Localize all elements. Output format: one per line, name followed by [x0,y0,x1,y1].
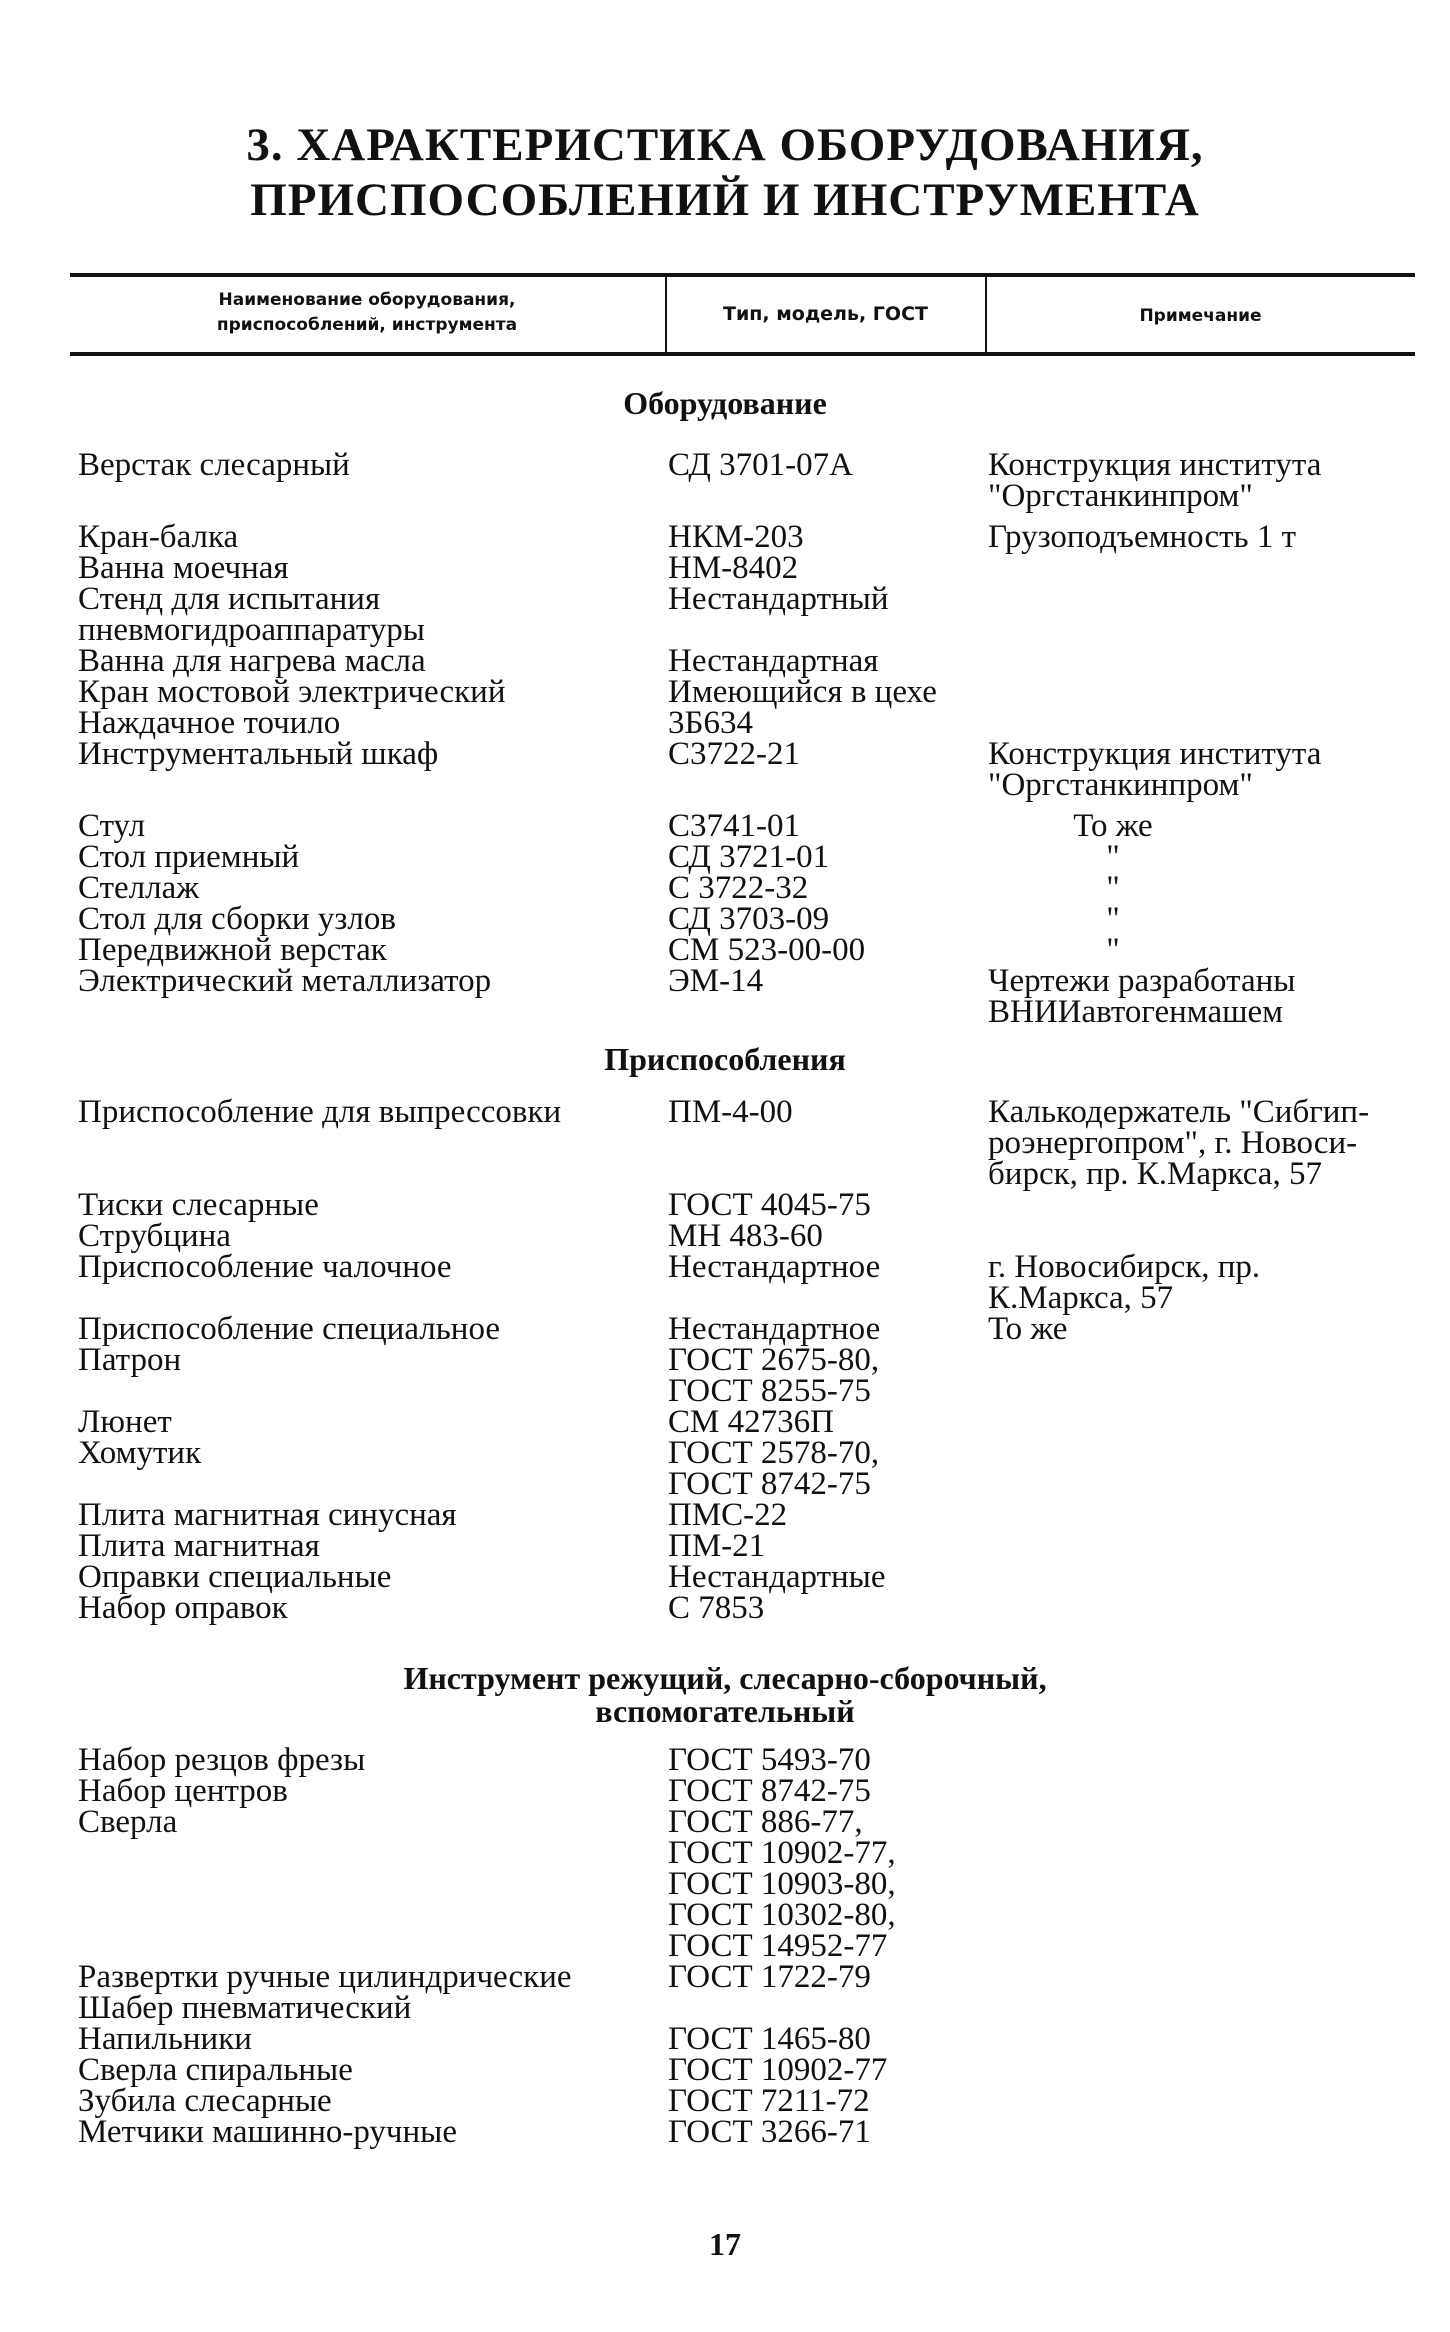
item-type-model: СМ 42736П [668,1404,834,1440]
item-name: Стеллаж [78,870,200,906]
page-number: 17 [709,2226,741,2262]
table-row [0,963,1450,1030]
item-type-model: СД 3701-07А [668,447,853,483]
item-name: Напильники [78,2021,252,2057]
item-note: Конструкция института "Оргстанкинпром" [988,447,1322,514]
item-name: Сверла спиральные [78,2052,353,2088]
item-type-model: С 7853 [668,1590,765,1626]
table-row [0,839,1450,875]
table-row [0,519,1450,555]
item-type-model: ГОСТ 4045-75 [668,1187,871,1223]
item-name: Сверла [78,1804,178,1840]
table-row [0,2021,1450,2057]
table-row [0,1435,1450,1502]
table-row [0,2114,1450,2150]
item-type-model: ГОСТ 8742-75 [668,1773,871,1809]
item-type-model: ГОСТ 5493-70 [668,1742,871,1778]
table-row [0,1773,1450,1809]
table-row [0,1218,1450,1254]
item-note: То же [1073,808,1153,844]
item-name: Набор оправок [78,1590,288,1626]
item-name: Патрон [78,1342,182,1378]
item-type-model: ПМ-21 [668,1528,766,1564]
table-row [0,870,1450,906]
item-type-model: СД 3721-01 [668,839,830,875]
item-name: Тиски слесарные [78,1187,319,1223]
section-rows-fixtures [0,1094,1450,1626]
table-row [0,1094,1450,1192]
item-name: Плита магнитная синусная [78,1497,457,1533]
column-header-note: Примечание [1139,306,1262,326]
item-note: Чертежи разработаны ВНИИавтогенмашем [988,963,1296,1030]
item-type-model: С3741-01 [668,808,800,844]
item-name: Передвижной верстак [78,932,387,968]
item-name: Инструментальный шкаф [78,736,439,772]
table-row [0,581,1450,648]
table-row [0,901,1450,937]
table-header-bottom-rule [70,352,1415,356]
item-type-model: МН 483-60 [668,1218,823,1254]
item-type-model: ГОСТ 1722-79 [668,1959,871,1995]
item-name: Шабер пневматический [78,1990,412,2026]
item-name: Электрический металлизатор [78,963,492,999]
item-name: Развертки ручные цилиндрические [78,1959,572,1995]
table-row [0,447,1450,522]
column-header-type: Тип, модель, ГОСТ [723,303,928,325]
item-type-model: Нестандартные [668,1559,886,1595]
table-row [0,2083,1450,2119]
item-note: " [1106,932,1120,968]
item-name: Ванна для нагрева масла [78,643,426,679]
table-row [0,1187,1450,1223]
item-note: Калькодержатель "Сибгип- роэнергопром", г. Новоси- бирск, пр. К.Маркса, 57 [988,1094,1370,1192]
item-name: Набор центров [78,1773,288,1809]
item-name: Люнет [78,1404,172,1440]
section-title-fixtures: Приспособления [604,1041,846,1077]
item-type-model: Имеющийся в цехе [668,674,937,710]
column-header-name: Наименование оборудования, приспособлений, инструмента [216,290,518,335]
item-type-model: ЭМ-14 [668,963,764,999]
table-header-top-rule [70,273,1415,277]
item-note: Грузоподъемность 1 т [988,519,1297,555]
item-type-model: ГОСТ 2675-80, ГОСТ 8255-75 [668,1342,880,1409]
item-name: Набор резцов фрезы [78,1742,366,1778]
item-type-model: ГОСТ 1465-80 [668,2021,871,2057]
item-type-model: ПМ-4-00 [668,1094,793,1130]
page-title-line-1: 3. ХАРАКТЕРИСТИКА ОБОРУДОВАНИЯ, [246,119,1204,171]
item-note: " [1106,901,1120,937]
table-row [0,674,1450,710]
item-name: Стол для сборки узлов [78,901,396,937]
section-title-equipment: Оборудование [623,385,827,421]
item-name: Метчики машинно-ручные [78,2114,458,2150]
item-type-model: С 3722-32 [668,870,809,906]
item-name: Стул [78,808,146,844]
item-type-model: ГОСТ 2578-70, ГОСТ 8742-75 [668,1435,880,1502]
item-name: Приспособление для выпрессовки [78,1094,562,1130]
item-note: Конструкция института "Оргстанкинпром" [988,736,1322,803]
item-name: Стенд для испытания пневмогидроаппаратуры [78,581,425,648]
item-name: Плита магнитная [78,1528,320,1564]
item-type-model: ГОСТ 886-77, ГОСТ 10902-77, ГОСТ 10903-80, ГОСТ 10302-80, ГОСТ 14952-77 [668,1804,896,1964]
item-note: То же [988,1311,1068,1347]
table-row [0,550,1450,586]
item-name: Приспособление чалочное [78,1249,452,1285]
item-name: Приспособление специальное [78,1311,501,1347]
table-row [0,808,1450,844]
item-type-model: ГОСТ 3266-71 [668,2114,871,2150]
item-type-model: Нестандартное [668,1311,881,1347]
item-name: Кран мостовой электрический [78,674,506,710]
item-note: г. Новосибирск, пр. К.Маркса, 57 [988,1249,1261,1316]
table-row [0,1559,1450,1595]
item-name: Зубила слесарные [78,2083,332,2119]
item-note: " [1106,839,1120,875]
table-row [0,1342,1450,1409]
item-type-model: ГОСТ 10902-77 [668,2052,888,2088]
item-type-model: ПМС-22 [668,1497,788,1533]
table-row [0,1804,1450,1964]
item-type-model: НКМ-203 [668,519,804,555]
item-type-model: 3Б634 [668,705,753,741]
item-name: Струбцина [78,1218,231,1254]
table-row [0,1311,1450,1347]
table-row [0,932,1450,968]
section-title-tools: Инструмент режущий, слесарно-сборочный, вспомогательный [403,1660,1047,1729]
table-row [0,1528,1450,1564]
item-type-model: С3722-21 [668,736,800,772]
item-type-model: Нестандартный [668,581,889,617]
table-row [0,1590,1450,1626]
item-name: Наждачное точило [78,705,341,741]
item-name: Ванна моечная [78,550,289,586]
item-type-model: ГОСТ 7211-72 [668,2083,870,2119]
item-type-model: СД 3703-09 [668,901,830,937]
table-row [0,1497,1450,1533]
item-note: " [1106,870,1120,906]
page-title-line-2: ПРИСПОСОБЛЕНИЙ И ИНСТРУМЕНТА [250,174,1200,226]
item-type-model: Нестандартная [668,643,879,679]
item-type-model: СМ 523-00-00 [668,932,866,968]
item-name: Стол приемный [78,839,300,875]
item-name: Кран-балка [78,519,239,555]
table-row [0,1959,1450,1995]
item-type-model: НМ-8402 [668,550,799,586]
section-rows-tools [0,1742,1450,2150]
item-name: Оправки специальные [78,1559,392,1595]
item-name: Хомутик [78,1435,202,1471]
table-row [0,1404,1450,1440]
table-header-divider-2 [985,275,987,354]
table-row [0,2052,1450,2088]
table-row [0,1742,1450,1778]
table-row [0,643,1450,679]
table-row [0,1990,1450,2026]
table-row [0,736,1450,811]
table-row [0,1249,1450,1316]
section-rows-equipment [0,447,1450,1030]
item-name: Верстак слесарный [78,447,350,483]
item-type-model: Нестандартное [668,1249,881,1285]
table-header-divider-1 [665,275,667,354]
table-row [0,705,1450,741]
